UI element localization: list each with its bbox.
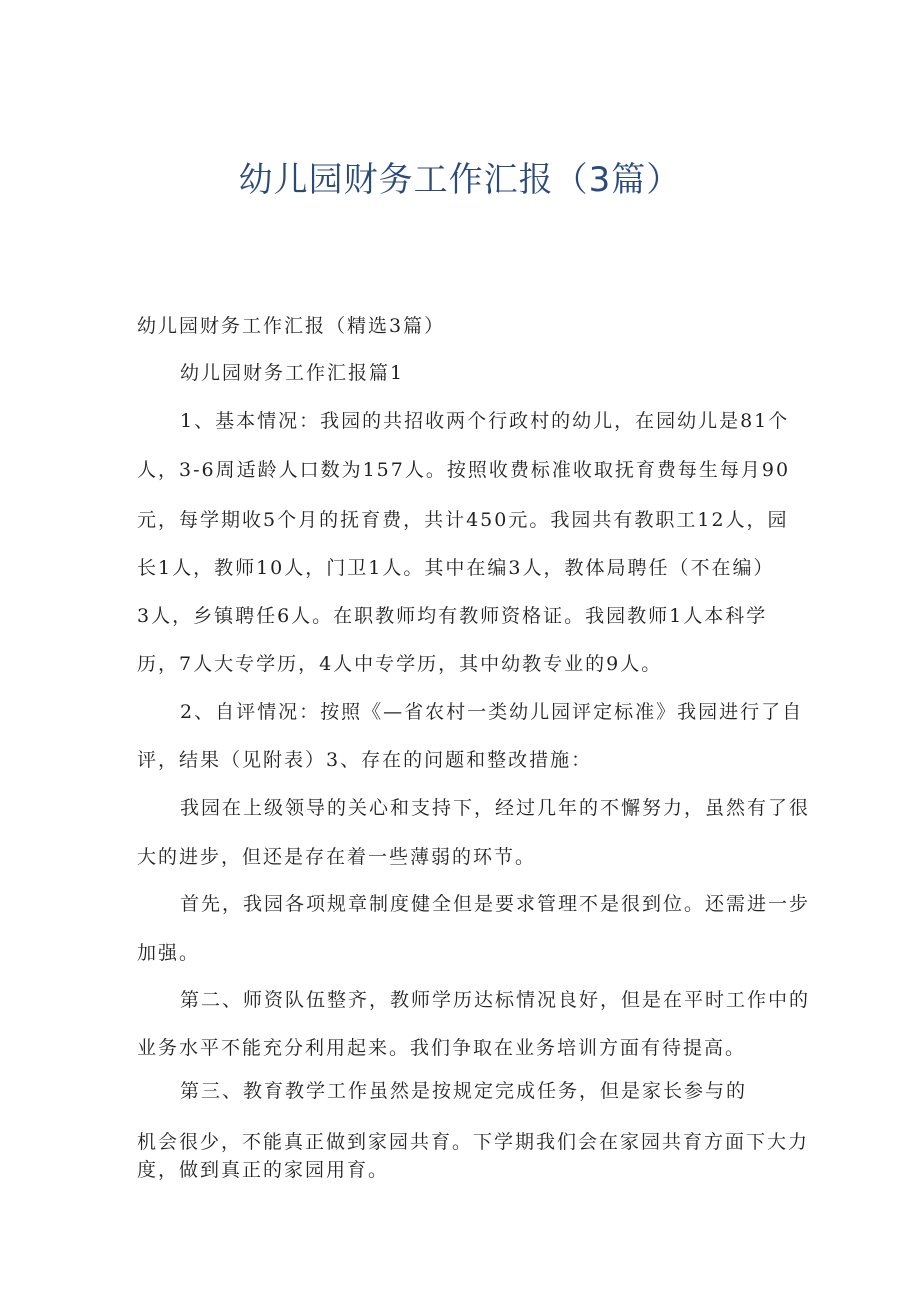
paragraph-line: 首先，我园各项规章制度健全但是要求管理不是很到位。还需进一步: [180, 893, 811, 915]
paragraph-line: 度，做到真正的家园用育。: [137, 1159, 390, 1181]
paragraph-line: 2、自评情况：按照《—省农村一类幼儿园评定标准》我园进行了自: [180, 701, 804, 723]
paragraph-line: 长1人，教师10人，门卫1人。其中在编3人，教体局聘任（不在编）: [137, 557, 775, 579]
paragraph-line: 历，7人大专学历，4人中专学历，其中幼教专业的9人。: [137, 653, 663, 675]
paragraph-line: 评，结果（见附表）3、存在的问题和整改措施：: [137, 749, 593, 771]
paragraph-line: 业务水平不能充分利用起来。我们争取在业务培训方面有待提高。: [137, 1037, 747, 1059]
section-heading: 幼儿园财务工作汇报篇1: [180, 362, 405, 384]
paragraph-line: 我园在上级领导的关心和支持下，经过几年的不懈努力，虽然有了很: [180, 797, 811, 819]
document-subtitle: 幼儿园财务工作汇报（精选3篇）: [137, 315, 446, 337]
paragraph-line: 元，每学期收5个月的抚育费，共计450元。我园共有教职工12人，园: [137, 509, 789, 531]
document-title: 幼儿园财务工作汇报（3篇）: [238, 160, 682, 200]
paragraph-line: 3人，乡镇聘任6人。在职教师均有教师资格证。我园教师1人本科学: [137, 605, 768, 627]
paragraph-line: 机会很少，不能真正做到家园共育。下学期我们会在家园共育方面下大力: [137, 1131, 810, 1153]
paragraph-line: 第三、教育教学工作虽然是按规定完成任务，但是家长参与的: [180, 1080, 748, 1102]
paragraph-line: 加强。: [137, 942, 201, 964]
paragraph-line: 大的进步，但还是存在着一些薄弱的环节。: [137, 846, 537, 868]
paragraph-line: 1、基本情况：我园的共招收两个行政村的幼儿，在园幼儿是81个: [180, 410, 790, 432]
paragraph-line: 人，3-6周适龄人口数为157人。按照收费标准收取抚育费每生每月90: [137, 459, 791, 481]
paragraph-line: 第二、师资队伍整齐，教师学历达标情况良好，但是在平时工作中的: [180, 989, 811, 1011]
